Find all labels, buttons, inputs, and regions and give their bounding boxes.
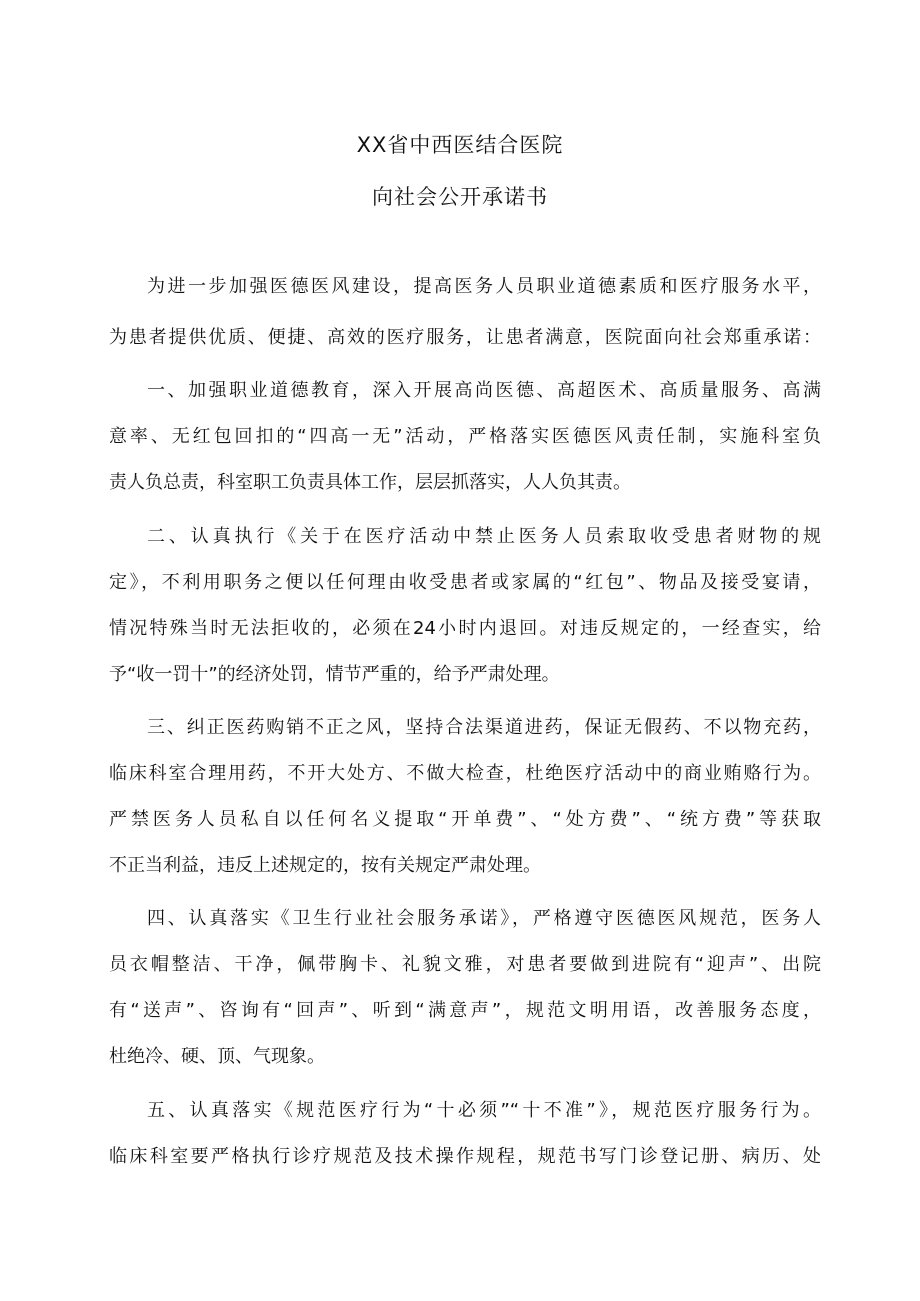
document-title: XX省中西医结合医院 <box>356 133 564 157</box>
item-1-line-2: 意率、无红包回扣的“四高一无”活动，严格落实医德医风责任制，实施科室负 <box>109 426 821 447</box>
item-2-line-2: 定》，不利用职务之便以任何理由收受患者或家属的“红包”、物品及接受宴请， <box>109 572 821 593</box>
intro-line-1: 为进一步加强医德医风建设，提高医务人员职业道德素质和医疗服务水平， <box>147 276 821 297</box>
item-4-line-4: 杜绝冷、硬、顶、气现象。 <box>109 1046 325 1067</box>
item-2-line-3: 情况特殊当时无法拒收的，必须在24小时内退回。对违反规定的，一经查实，给 <box>109 618 821 639</box>
item-3-line-2: 临床科室合理用药，不开大处方、不做大检查，杜绝医疗活动中的商业贿赂行为。 <box>109 763 821 784</box>
item-2-line-4: 予“收一罚十”的经济处罚，情节严重的，给予严肃处理。 <box>109 664 560 685</box>
item-4-line-2: 员衣帽整洁、干净，佩带胸卡、礼貌文雅，对患者要做到进院有“迎声”、出院 <box>109 954 821 975</box>
document-subtitle: 向社会公开承诺书 <box>372 185 548 209</box>
item-4-line-3: 有“送声”、咨询有“回声”、听到“满意声”，规范文明用语，改善服务态度， <box>109 1000 821 1021</box>
item-3-line-1: 三、纠正医药购销不正之风，坚持合法渠道进药，保证无假药、不以物充药， <box>147 717 821 738</box>
item-4-line-1: 四、认真落实《卫生行业社会服务承诺》，严格遵守医德医风规范，医务人 <box>147 908 821 929</box>
intro-line-2: 为患者提供优质、便捷、高效的医疗服务，让患者满意，医院面向社会郑重承诺： <box>109 327 821 348</box>
item-3-line-4: 不正当利益，违反上述规定的，按有关规定严肃处理。 <box>109 855 541 876</box>
item-1-line-1: 一、加强职业道德教育，深入开展高尚医德、高超医术、高质量服务、高满 <box>147 380 821 401</box>
item-3-line-3: 严禁医务人员私自以任何名义提取“开单费”、“处方费”、“统方费”等获取 <box>109 809 821 830</box>
item-2-line-1: 二、认真执行《关于在医疗活动中禁止医务人员索取收受患者财物的规 <box>147 526 821 547</box>
item-5-line-1: 五、认真落实《规范医疗行为“十必须”“十不准”》，规范医疗服务行为。 <box>147 1100 821 1121</box>
item-5-line-2: 临床科室要严格执行诊疗规范及技术操作规程，规范书写门诊登记册、病历、处 <box>109 1146 821 1167</box>
item-1-line-3: 责人负总责，科室职工负责具体工作，层层抓落实，人人负其责。 <box>109 472 631 493</box>
